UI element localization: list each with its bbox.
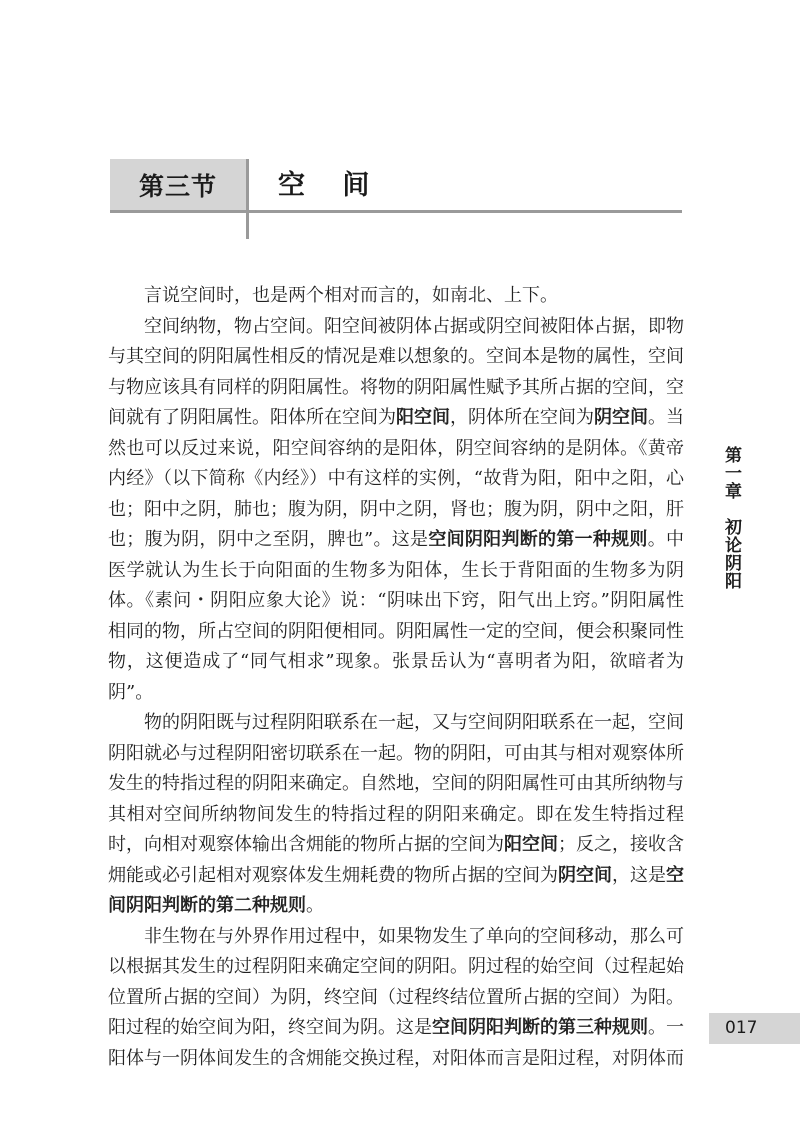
section-header [110, 159, 682, 215]
bold-term: 阴空间 [558, 864, 612, 886]
page-number: 017 [725, 1018, 758, 1038]
header-divider [246, 159, 249, 239]
text-run: ；反之，接收含㶲能或必引起相对观察体发生㶲耗费的物所占据的空间为 [108, 834, 684, 886]
paragraph [108, 312, 684, 709]
section-label: 第三节 [110, 159, 246, 210]
text-run: 。 [306, 895, 324, 916]
body-text [108, 281, 684, 1074]
bold-term: 空间阴阳判断的第三种规则 [432, 1017, 648, 1038]
text-run: 空间纳物，物占空间。阳空间被阴体占据或阴空间被阳体占据，即物与其空间的阴阳属性相反的情况是难以想象的。空间本是物的属性，空间与物应该具有同样的阴阳属性。将物的阴阳属性赋予其所占据的空间，空间就有了阴阳属性。阳体所在空间为 [108, 315, 684, 428]
paragraph [108, 922, 684, 1075]
chapter-side-label: 第一章 初论阴阳 [721, 446, 741, 590]
text-run: ，阴体所在空间为 [450, 407, 594, 428]
text-run: 言说空间时，也是两个相对而言的，如南北、上下。 [144, 285, 558, 306]
bold-term: 空间阴阳判断的第一种规则 [428, 529, 648, 550]
page-number-tab [709, 1013, 800, 1044]
section-title: 空 间 [278, 170, 384, 201]
text-run: 。中医学就认为生长于向阳面的生物多为阳体，生长于背阳面的生物多为阴体。《素问・阴阳应象大论》说：“阴味出下窍，阳气出上窍。”阴阳属性相同的物，所占空间的阴阳便相同。阴阳属性一定的空间，便会积聚同性物，这便造成了“同气相求”现象。张景岳认为“喜明者为阳，欲暗者为阴”。 [108, 529, 685, 703]
bold-term: 空间阴阳判断的第二种规则 [108, 864, 684, 916]
header-rule [110, 210, 682, 213]
text-run: 。一阳体与一阴体间发生的含㶲能交换过程，对阳体而言是阳过程，对阴体而 [108, 1017, 684, 1069]
text-run: 。当然也可以反过来说，阳空间容纳的是阳体，阴空间容纳的是阴体。《黄帝内经》（以下简称《内经》）中有这样的实例，“故背为阳，阳中之阳，心也；阳中之阴，肺也；腹为阴，阴中之阴，肾也；腹为阴，阴中之阳，肝也；腹为阴，阴中之至阴，脾也”。这是 [108, 407, 684, 550]
paragraph [108, 281, 684, 312]
bold-term: 阴空间 [594, 407, 648, 428]
bold-term: 阳空间 [504, 834, 558, 855]
paragraph [108, 708, 684, 922]
text-run: 物的阴阳既与过程阴阳联系在一起，又与空间阴阳联系在一起，空间阴阳就必与过程阴阳密切联系在一起。物的阴阳，可由其与相对观察体所发生的特指过程的阴阳来确定。自然地，空间的阴阳属性可由其所纳物与其相对空间所纳物间发生的特指过程的阴阳来确定。即在发生特指过程时，向相对观察体输出含㶲能的物所占据的空间为 [108, 712, 684, 855]
text-run: 非生物在与外界作用过程中，如果物发生了单向的空间移动，那么可以根据其发生的过程阴阳来确定空间的阴阳。阴过程的始空间（过程起始位置所占据的空间）为阴，终空间（过程终结位置所占据的空间）为阳。阳过程的始空间为阳，终空间为阴。这是 [108, 925, 684, 1038]
text-run: ，这是 [612, 864, 666, 886]
bold-term: 阳空间 [396, 407, 450, 428]
